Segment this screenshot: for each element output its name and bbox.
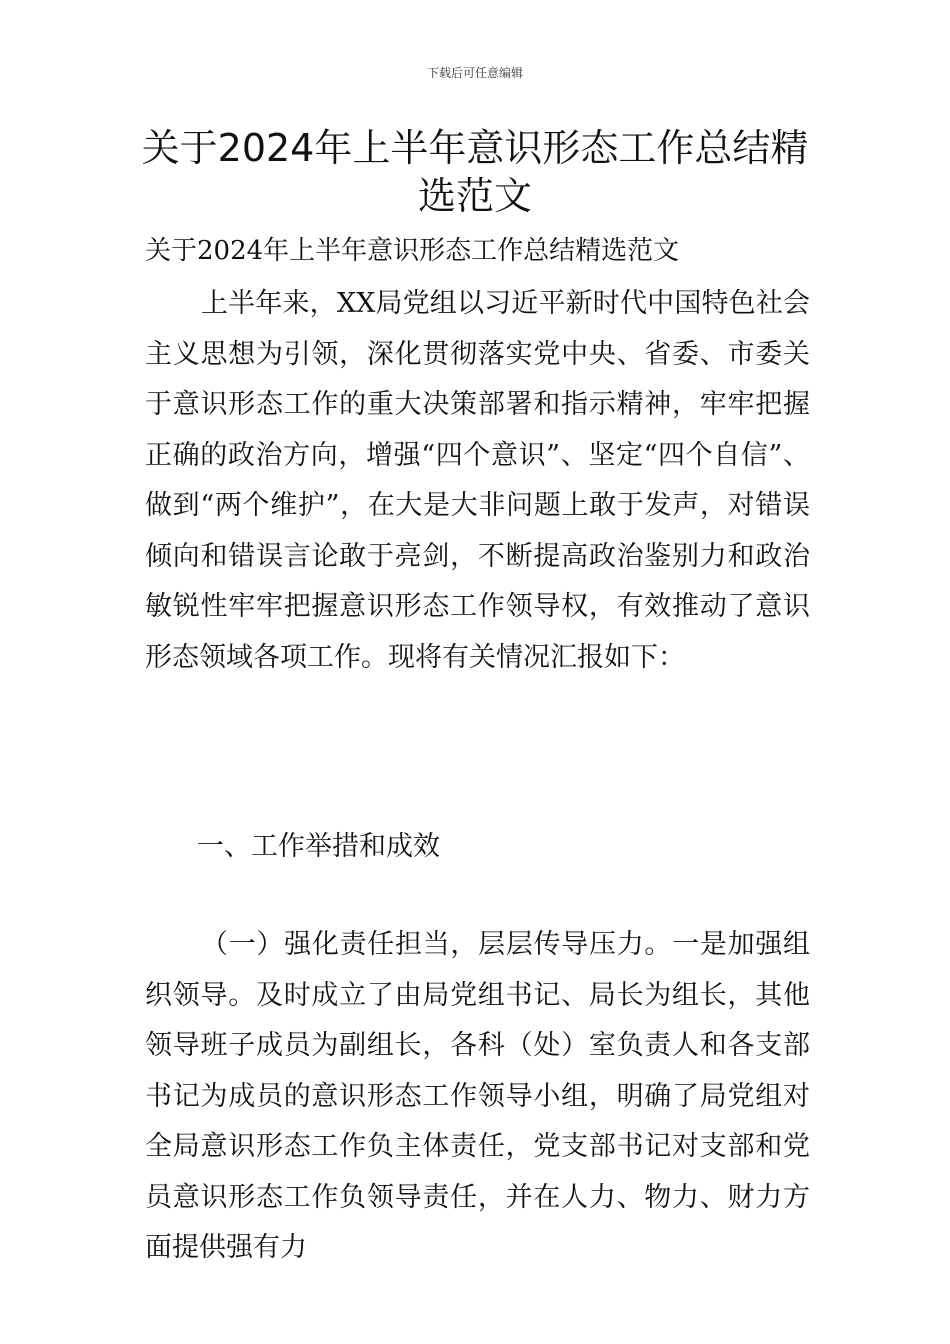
document-subtitle: 关于2024年上半年意识形态工作总结精选范文 <box>145 236 680 266</box>
section-paragraph: （一）强化责任担当，层层传导压力。一是加强组织领导。及时成立了由局党组书记、局长为组长，其他领导班子成员为副组长，各科（处）室负责人和各支部书记为成员的意识形态工作领导小组，明确了局党组对全局意识形态工作负主体责任，党支部书记对支部和党员意识形态工作负领导责任，并在人力、物力、财力方面提供强有力 <box>145 929 810 1263</box>
intro-paragraph: 上半年来，XX局党组以习近平新时代中国特色社会主义思想为引领，深化贯彻落实党中央、省委、市委关于意识形态工作的重大决策部署和指示精神，牢牢把握正确的政治方向，增强“四个意识”、坚定“四个自信”、做到“两个维护”，在大是大非问题上敢于发声，对错误倾向和错误言论敢于亮剑，不断提高政治鉴别力和政治敏锐性牢牢把握意识形态工作领导权，有效推动了意识形态领域各项工作。现将有关情况汇报如下： <box>145 288 810 673</box>
document-title: 关于2024年上半年意识形态工作总结精选范文 <box>141 126 809 218</box>
section-heading: 一、工作举措和成效 <box>197 831 440 862</box>
page-header-note: 下载后可任意编辑 <box>426 66 523 80</box>
